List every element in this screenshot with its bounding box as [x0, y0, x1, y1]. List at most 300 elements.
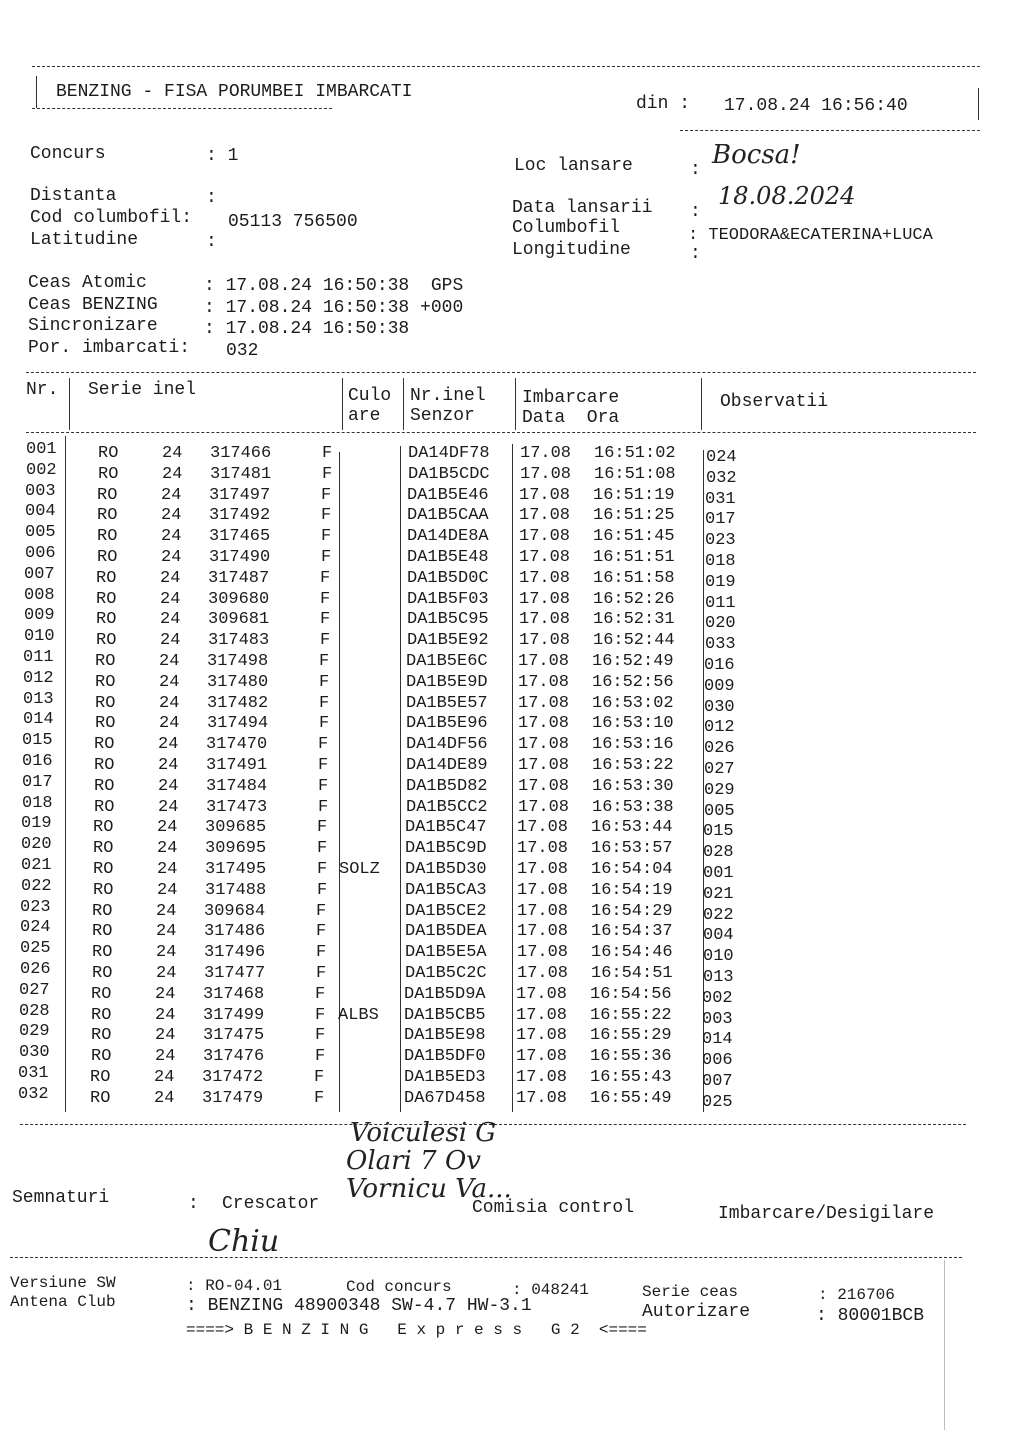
- cell-obs: 017: [705, 510, 736, 530]
- cell-senzor: DA1B5E57: [406, 693, 488, 713]
- cell-an: 24: [154, 1068, 175, 1087]
- cell-senzor: DA1B5CDC: [408, 464, 490, 484]
- cell-data: 17.08: [519, 548, 571, 567]
- cell-inel: 309684: [204, 901, 266, 921]
- cell-an: 24: [161, 548, 182, 567]
- cell-an: 24: [161, 485, 182, 505]
- table-row: [0, 710, 1024, 738]
- cell-senzor: DA1B5E48: [407, 548, 489, 567]
- cell-inel: 317470: [206, 735, 268, 755]
- cell-data: 17.08: [516, 1026, 568, 1046]
- table-row: [0, 627, 1024, 655]
- table-header-bottom-border: [26, 432, 976, 433]
- table-row: [0, 960, 1024, 987]
- header-mid-border: [32, 108, 332, 109]
- table-row: [0, 523, 1024, 551]
- cell-an: 24: [158, 797, 179, 817]
- cell-sex: F: [321, 506, 332, 526]
- crescator-signature: Chiu: [208, 1224, 280, 1259]
- cell-tara: RO: [97, 527, 118, 547]
- col-header-culoare-1: Culo: [348, 386, 392, 406]
- cell-tara: RO: [98, 444, 119, 463]
- cell-ora: 16:55:49: [590, 1088, 672, 1108]
- scan-edge-line: [944, 1260, 945, 1430]
- cell-ora: 16:54:29: [591, 901, 673, 921]
- cell-an: 24: [160, 631, 181, 651]
- table-row: [0, 502, 1024, 530]
- cell-nr: 005: [25, 523, 56, 543]
- cell-inel: 317484: [206, 776, 268, 796]
- cell-senzor: DA1B5F03: [407, 589, 489, 609]
- cell-obs: 030: [704, 697, 735, 717]
- header-right-border: [978, 88, 979, 120]
- cell-ora: 16:52:44: [593, 631, 675, 651]
- cell-data: 17.08: [517, 818, 569, 838]
- cell-sex: F: [321, 485, 332, 505]
- table-row: [0, 793, 1024, 821]
- table-row: [0, 731, 1024, 759]
- cell-data: 17.08: [519, 568, 571, 588]
- table-row: [0, 606, 1024, 634]
- cell-inel: 317479: [202, 1088, 264, 1108]
- cell-inel: 317490: [209, 548, 271, 567]
- table-top-border: [26, 372, 976, 373]
- cell-data: 17.08: [519, 527, 571, 547]
- cell-nr: 027: [19, 980, 50, 1000]
- cell-an: 24: [157, 860, 178, 879]
- benzing-express-line: ====> B E N Z I N G E x p r e s s G 2 <====: [186, 1321, 647, 1339]
- imbarcare-desigilare-label: Imbarcare/Desigilare: [718, 1204, 935, 1224]
- cell-obs: 009: [704, 676, 735, 696]
- cell-nr: 021: [21, 856, 52, 875]
- table-row: [0, 585, 1024, 613]
- cell-senzor: DA1B5E98: [404, 1026, 486, 1046]
- cell-ora: 16:53:10: [592, 714, 674, 734]
- handwritten-note-1: Voiculesi G: [350, 1118, 497, 1148]
- cell-nr: 013: [23, 689, 54, 709]
- cell-an: 24: [155, 1047, 176, 1067]
- cell-data: 17.08: [517, 922, 569, 942]
- porumbei-imbarcati-label: Por. imbarcati:: [28, 338, 191, 358]
- cell-inel: 317487: [208, 568, 270, 588]
- cell-inel: 317475: [203, 1026, 265, 1046]
- cell-tara: RO: [96, 589, 117, 609]
- col-rule-imbarcare-header: [701, 378, 702, 430]
- table-row: [0, 648, 1024, 675]
- cell-nr: 030: [19, 1043, 50, 1063]
- table-row: [0, 835, 1024, 863]
- cell-obs: 015: [703, 822, 734, 842]
- table-row: [0, 752, 1024, 779]
- cell-obs: 001: [703, 864, 734, 883]
- cell-obs: 026: [704, 739, 735, 759]
- cell-nr: 029: [19, 1022, 50, 1042]
- cell-sex: F: [314, 1088, 325, 1108]
- versiune-sw-value: : RO-04.01: [186, 1277, 283, 1295]
- table-row: [0, 814, 1024, 842]
- latitudine-value: :: [206, 232, 217, 252]
- cell-senzor: DA14DE8A: [407, 527, 489, 547]
- cell-nr: 014: [23, 710, 54, 730]
- col-rule-senzor-header: [515, 378, 516, 430]
- cell-tara: RO: [91, 1026, 112, 1046]
- cell-data: 17.08: [516, 984, 568, 1004]
- col-header-senzor-2: Senzor: [410, 406, 475, 426]
- cell-inel: 317468: [203, 984, 265, 1004]
- cell-inel: 317482: [207, 693, 269, 713]
- cell-ora: 16:55:22: [590, 1005, 672, 1025]
- cell-senzor: DA1B5C47: [405, 818, 487, 838]
- cell-an: 24: [157, 880, 178, 900]
- cell-tara: RO: [95, 652, 116, 671]
- cell-inel: 317498: [207, 652, 269, 671]
- cell-obs: 016: [704, 656, 735, 675]
- cell-obs: 019: [705, 572, 736, 592]
- table-row: [0, 689, 1024, 717]
- cell-obs: 024: [706, 448, 737, 467]
- cell-ora: 16:52:49: [592, 652, 674, 671]
- cell-nr: 015: [22, 731, 53, 751]
- columbofil-label: Columbofil: [512, 218, 621, 238]
- cell-sex: F: [314, 1068, 325, 1087]
- cell-data: 17.08: [520, 444, 572, 463]
- cell-tara: RO: [93, 880, 114, 900]
- cell-sex: F: [316, 901, 327, 921]
- cell-senzor: DA1B5E5A: [405, 943, 487, 963]
- cell-senzor: DA1B5E9D: [406, 672, 488, 692]
- cell-obs: 029: [704, 780, 735, 800]
- cell-senzor: DA1B5ED3: [404, 1068, 486, 1087]
- data-lansarii-colon: :: [690, 202, 701, 222]
- cell-tara: RO: [96, 631, 117, 651]
- cell-senzor: DA67D458: [404, 1088, 486, 1108]
- cell-obs: 004: [703, 926, 734, 946]
- cell-tara: RO: [94, 776, 115, 796]
- cell-nr: 026: [20, 960, 51, 979]
- cell-an: 24: [158, 756, 179, 775]
- cell-data: 17.08: [518, 776, 570, 796]
- cell-an: 24: [158, 776, 179, 796]
- cell-tara: RO: [95, 714, 116, 734]
- serie-ceas-value: : 216706: [818, 1286, 895, 1304]
- cell-an: 24: [156, 901, 177, 921]
- cell-senzor: DA14DF56: [406, 735, 488, 755]
- table-row: [0, 564, 1024, 592]
- cell-nr: 004: [25, 502, 56, 522]
- cell-ora: 16:54:19: [591, 880, 673, 900]
- cell-an: 24: [161, 506, 182, 526]
- cell-inel: 317497: [209, 485, 271, 505]
- cell-tara: RO: [94, 797, 115, 817]
- cell-sex: F: [317, 839, 328, 859]
- columbofil-value: : TEODORA&ECATERINA+LUCA: [688, 226, 933, 245]
- cell-senzor: DA14DF78: [408, 444, 490, 463]
- cell-obs: 027: [704, 760, 735, 779]
- cell-obs: 007: [702, 1072, 733, 1091]
- semnaturi-colon: :: [188, 1194, 199, 1214]
- cell-sex: F: [316, 922, 327, 942]
- cell-ora: 16:51:58: [593, 568, 675, 588]
- cell-sex: F: [316, 943, 327, 963]
- concurs-label: Concurs: [30, 144, 106, 164]
- col-rule-nr-header: [69, 378, 70, 430]
- cell-obs: 025: [702, 1092, 733, 1112]
- cell-data: 17.08: [517, 943, 569, 963]
- cell-ora: 16:52:31: [593, 610, 675, 630]
- cell-an: 24: [156, 964, 177, 983]
- cell-data: 17.08: [516, 1068, 568, 1087]
- cell-obs: 022: [703, 905, 734, 925]
- cell-senzor: DA1B5C2C: [405, 964, 487, 983]
- cell-ora: 16:53:44: [591, 818, 673, 838]
- cell-tara: RO: [92, 901, 113, 921]
- cell-obs: 005: [704, 801, 735, 821]
- cell-an: 24: [160, 610, 181, 630]
- cell-tara: RO: [93, 860, 114, 879]
- handwritten-note-2: Olari 7 Ov: [346, 1146, 481, 1176]
- table-row: [0, 1064, 1024, 1091]
- cell-senzor: DA1B5CAA: [407, 506, 489, 526]
- cell-sex: F: [319, 693, 330, 713]
- cell-obs: 003: [702, 1009, 733, 1029]
- distanta-label: Distanta: [30, 186, 117, 206]
- cell-an: 24: [160, 589, 181, 609]
- cell-nr: 012: [23, 668, 54, 688]
- cell-an: 24: [161, 527, 182, 547]
- cell-nr: 031: [18, 1064, 49, 1083]
- cell-data: 17.08: [517, 860, 569, 879]
- cell-culoare: SOLZ: [339, 860, 380, 879]
- cell-nr: 001: [26, 440, 57, 459]
- cell-tara: RO: [90, 1068, 111, 1087]
- longitudine-value: :: [690, 244, 701, 264]
- table-row: [0, 1084, 1024, 1112]
- cell-ora: 16:53:22: [592, 756, 674, 775]
- comisia-control-label: Comisia control: [472, 1198, 635, 1218]
- cell-tara: RO: [90, 1088, 111, 1108]
- table-row: [0, 939, 1024, 967]
- cod-columbofil-label: Cod columbofil:: [30, 208, 193, 228]
- cell-tara: RO: [91, 984, 112, 1004]
- cell-nr: 006: [25, 544, 56, 563]
- cell-senzor: DA1B5C95: [407, 610, 489, 630]
- cell-inel: 317480: [207, 672, 269, 692]
- cell-sex: F: [320, 610, 331, 630]
- cell-inel: 317499: [203, 1005, 265, 1025]
- cell-sex: F: [317, 860, 328, 879]
- serie-ceas-label: Serie ceas: [642, 1283, 739, 1301]
- cell-nr: 008: [24, 585, 55, 605]
- cell-nr: 019: [21, 814, 52, 834]
- sincronizare-value: : 17.08.24 16:50:38: [204, 319, 410, 339]
- cell-ora: 16:54:46: [591, 943, 673, 963]
- cell-senzor: DA14DE89: [406, 756, 488, 775]
- cell-tara: RO: [92, 943, 113, 963]
- data-lansarii-label: Data lansarii: [512, 198, 653, 218]
- cell-nr: 011: [23, 648, 54, 667]
- cell-nr: 020: [21, 835, 52, 855]
- antena-club-value: : BENZING 48900348 SW-4.7 HW-3.1: [186, 1296, 532, 1316]
- cell-senzor: DA1B5D9A: [404, 984, 486, 1004]
- cell-ora: 16:54:51: [591, 964, 673, 983]
- cell-data: 17.08: [519, 506, 571, 526]
- cell-senzor: DA1B5CE2: [405, 901, 487, 921]
- cell-obs: 012: [704, 718, 735, 738]
- cell-data: 17.08: [517, 839, 569, 859]
- table-row: [0, 856, 1024, 883]
- cell-obs: 031: [705, 489, 736, 509]
- col-rule-serie-header: [342, 378, 343, 430]
- cell-an: 24: [159, 714, 180, 734]
- cell-ora: 16:51:08: [594, 464, 676, 484]
- autorizare-label: Autorizare: [642, 1302, 751, 1322]
- cell-ora: 16:54:37: [591, 922, 673, 942]
- cell-inel: 309695: [205, 839, 267, 859]
- loc-lansare-label: Loc lansare: [514, 156, 633, 176]
- cell-obs: 020: [705, 614, 736, 634]
- cell-data: 17.08: [517, 964, 569, 983]
- cell-inel: 309680: [208, 589, 270, 609]
- ceas-benzing-value: : 17.08.24 16:50:38 +000: [204, 298, 464, 318]
- cell-sex: F: [317, 818, 328, 838]
- cell-tara: RO: [91, 1047, 112, 1067]
- cell-senzor: DA1B5CB5: [404, 1005, 486, 1025]
- cell-obs: 010: [703, 947, 734, 967]
- col-rule-culoare-header: [403, 378, 404, 430]
- cell-obs: 028: [703, 843, 734, 863]
- cell-obs: 033: [705, 635, 736, 655]
- cell-tara: RO: [91, 1005, 112, 1025]
- cell-nr: 023: [20, 897, 51, 917]
- cell-an: 24: [159, 652, 180, 671]
- data-lansarii-handwritten: 18.08.2024: [718, 182, 856, 210]
- cell-data: 17.08: [517, 901, 569, 921]
- cell-tara: RO: [98, 464, 119, 484]
- print-datetime: 17.08.24 16:56:40: [724, 96, 908, 116]
- table-row: [0, 544, 1024, 571]
- cell-an: 24: [156, 943, 177, 963]
- cell-sex: F: [320, 589, 331, 609]
- cell-an: 24: [158, 735, 179, 755]
- cell-nr: 024: [20, 918, 51, 938]
- col-header-nr: Nr.: [26, 380, 59, 400]
- cell-nr: 009: [24, 606, 55, 626]
- table-row: [0, 1001, 1024, 1029]
- cell-inel: 309681: [208, 610, 270, 630]
- cell-tara: RO: [95, 672, 116, 692]
- cell-obs: 013: [703, 968, 734, 987]
- cell-tara: RO: [94, 735, 115, 755]
- cell-senzor: DA1B5E6C: [406, 652, 488, 671]
- cell-data: 17.08: [519, 485, 571, 505]
- cell-nr: 022: [21, 876, 52, 896]
- document-title: BENZING - FISA PORUMBEI IMBARCATI: [56, 82, 413, 102]
- cell-data: 17.08: [518, 652, 570, 671]
- cell-senzor: DA1B5CA3: [405, 880, 487, 900]
- handwritten-note-3: Vornicu Va...: [346, 1174, 512, 1204]
- table-row: [0, 876, 1024, 904]
- cell-data: 17.08: [520, 464, 572, 484]
- cell-ora: 16:53:57: [591, 839, 673, 859]
- cell-sex: F: [321, 548, 332, 567]
- cell-nr: 028: [19, 1001, 50, 1021]
- cell-senzor: DA1B5E96: [406, 714, 488, 734]
- cell-data: 17.08: [517, 880, 569, 900]
- antena-club-label: Antena Club: [10, 1293, 116, 1311]
- cell-senzor: DA1B5D82: [406, 776, 488, 796]
- cell-data: 17.08: [519, 589, 571, 609]
- cell-nr: 010: [24, 627, 55, 647]
- cell-nr: 017: [22, 772, 53, 792]
- latitudine-label: Latitudine: [30, 230, 139, 250]
- cell-inel: 317477: [204, 964, 266, 983]
- cell-an: 24: [155, 1005, 176, 1025]
- ceas-atomic-value: : 17.08.24 16:50:38 GPS: [204, 276, 464, 296]
- cell-tara: RO: [97, 485, 118, 505]
- cell-sex: F: [320, 568, 331, 588]
- cell-sex: F: [318, 797, 329, 817]
- cell-nr: 018: [22, 793, 53, 813]
- cell-inel: 317488: [205, 880, 267, 900]
- cell-senzor: DA1B5D30: [405, 860, 487, 879]
- cell-sex: F: [320, 631, 331, 651]
- cell-tara: RO: [94, 756, 115, 775]
- cell-data: 17.08: [518, 693, 570, 713]
- cell-sex: F: [315, 984, 326, 1004]
- cell-inel: 317466: [210, 444, 272, 463]
- table-row: [0, 481, 1024, 509]
- header-bottom-border: [680, 130, 980, 131]
- cell-tara: RO: [92, 922, 113, 942]
- crescator-label: Crescator: [222, 1194, 320, 1214]
- table-row: [0, 440, 1024, 467]
- cell-an: 24: [155, 1026, 176, 1046]
- cell-obs: 018: [705, 552, 736, 571]
- cell-nr: 002: [26, 460, 57, 480]
- cell-sex: F: [318, 776, 329, 796]
- cell-data: 17.08: [518, 672, 570, 692]
- cell-inel: 317486: [204, 922, 266, 942]
- cell-data: 17.08: [519, 631, 571, 651]
- cell-inel: 317492: [209, 506, 271, 526]
- cell-data: 17.08: [516, 1088, 568, 1108]
- cell-ora: 16:55:43: [590, 1068, 672, 1087]
- cell-inel: 317473: [206, 797, 268, 817]
- col-header-serie: Serie inel: [88, 380, 197, 400]
- header-left-border: [36, 76, 37, 108]
- cell-inel: 309685: [205, 818, 267, 838]
- cell-an: 24: [159, 672, 180, 692]
- cell-ora: 16:53:38: [592, 797, 674, 817]
- cell-an: 24: [155, 984, 176, 1004]
- versiune-sw-label: Versiune SW: [10, 1274, 116, 1292]
- table-row: [0, 918, 1024, 946]
- table-row: [0, 1043, 1024, 1071]
- cell-sex: F: [315, 1026, 326, 1046]
- col-header-senzor-1: Nr.inel: [410, 386, 486, 406]
- cell-sex: F: [319, 672, 330, 692]
- cell-nr: 025: [20, 939, 51, 959]
- cell-data: 17.08: [518, 756, 570, 775]
- table-row: [0, 980, 1024, 1008]
- loc-lansare-colon: :: [690, 160, 701, 180]
- semnaturi-label: Semnaturi: [12, 1188, 110, 1208]
- cell-senzor: DA1B5D0C: [407, 568, 489, 588]
- cell-data: 17.08: [518, 714, 570, 734]
- cell-ora: 16:51:19: [593, 485, 675, 505]
- cell-tara: RO: [95, 693, 116, 713]
- cell-an: 24: [162, 444, 183, 463]
